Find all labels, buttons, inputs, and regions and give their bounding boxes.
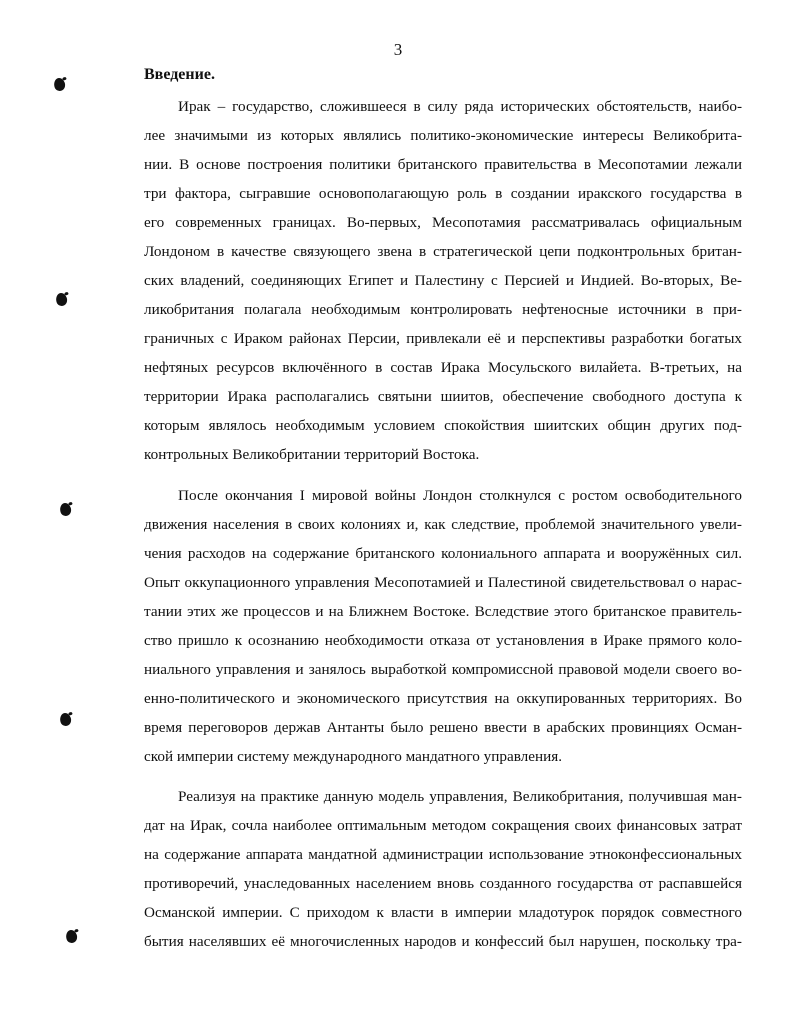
text-line: Лондоном в качестве связующего звена в стратегической цепи подконтрольных британ- bbox=[144, 243, 742, 260]
binder-hole-mark bbox=[64, 929, 78, 945]
text-line: нии. В основе построения политики британского правительства в Месопотамии лежали bbox=[144, 156, 742, 173]
text-line: бытия населявших её многочисленных народов и конфессий был нарушен, поскольку тра- bbox=[144, 933, 742, 950]
text-line: ство пришло к осознанию необходимости отказа от установления в Ираке прямого коло- bbox=[144, 632, 742, 649]
text-line: дат на Ирак, сочла наиболее оптимальным методом сокращения своих финансовых затрат bbox=[144, 817, 742, 834]
text-line: чения расходов на содержание британского колониального аппарата и вооружённых сил. bbox=[144, 545, 742, 562]
page-number: 3 bbox=[393, 40, 403, 59]
text-line: ских владений, соединяющих Египет и Палестину с Персией и Индией. Во-вторых, Ве- bbox=[144, 272, 742, 289]
text-line: Ирак – государство, сложившееся в силу ряда исторических обстоятельств, наибо- bbox=[178, 98, 742, 115]
text-line: движения населения в своих колониях и, как следствие, проблемой значительного увели- bbox=[144, 516, 742, 533]
text-line: территории Ирака располагались святыни шиитов, обеспечение свободного доступа к bbox=[144, 388, 742, 405]
text-line: енно-политического и экономического присутствия на оккупированных территориях. Во bbox=[144, 690, 742, 707]
text-line: Османской империи. С приходом к власти в империи младотурок порядок совместного bbox=[144, 904, 742, 921]
text-line: время переговоров держав Антанты было решено ввести в арабских провинциях Осман- bbox=[144, 719, 742, 736]
text-line: контрольных Великобритании территорий Востока. bbox=[144, 446, 480, 463]
text-line: ликобритания полагала необходимым контролировать нефтеносные источники в при- bbox=[144, 301, 742, 318]
text-line: После окончания I мировой войны Лондон столкнулся с ростом освободительного bbox=[178, 487, 742, 504]
text-line: на содержание аппарата мандатной администрации использование этноконфессиональных bbox=[144, 846, 742, 863]
text-line: ниального управления и занялось выработкой компромиссной правовой модели своего во- bbox=[144, 661, 742, 678]
text-line: ской империи систему международного мандатного управления. bbox=[144, 748, 563, 765]
text-line: Опыт оккупационного управления Месопотамией и Палестиной свидетельствовал о нарас- bbox=[144, 574, 742, 591]
text-line: лее значимыми из которых являлись политико-экономические интересы Великобрита- bbox=[144, 127, 742, 144]
binder-hole-mark bbox=[58, 712, 72, 728]
text-line: противоречий, унаследованных населением вновь созданного государства от распавшейся bbox=[144, 875, 742, 892]
text-line: граничных с Ираком районах Персии, привлекали её и перспективы разработки богатых bbox=[144, 330, 742, 347]
text-line: его современных границах. Во-первых, Месопотамия рассматривалась официальным bbox=[144, 214, 742, 231]
binder-hole-mark bbox=[54, 292, 68, 308]
section-heading: Введение. bbox=[144, 66, 215, 83]
text-line: которым являлось необходимым условием спокойствия шиитских общин других под- bbox=[144, 417, 742, 434]
text-line: нефтяных ресурсов включённого в состав Ирака Мосульского вилайета. В-третьих, на bbox=[144, 359, 742, 376]
binder-hole-mark bbox=[52, 77, 66, 93]
binder-hole-mark bbox=[58, 502, 72, 518]
text-line: три фактора, сыгравшие основополагающую роль в создании иракского государства в bbox=[144, 185, 742, 202]
text-line: Реализуя на практике данную модель управления, Великобритания, получившая ман- bbox=[178, 788, 742, 805]
text-line: тании этих же процессов и на Ближнем Востоке. Вследствие этого британское правитель- bbox=[144, 603, 742, 620]
